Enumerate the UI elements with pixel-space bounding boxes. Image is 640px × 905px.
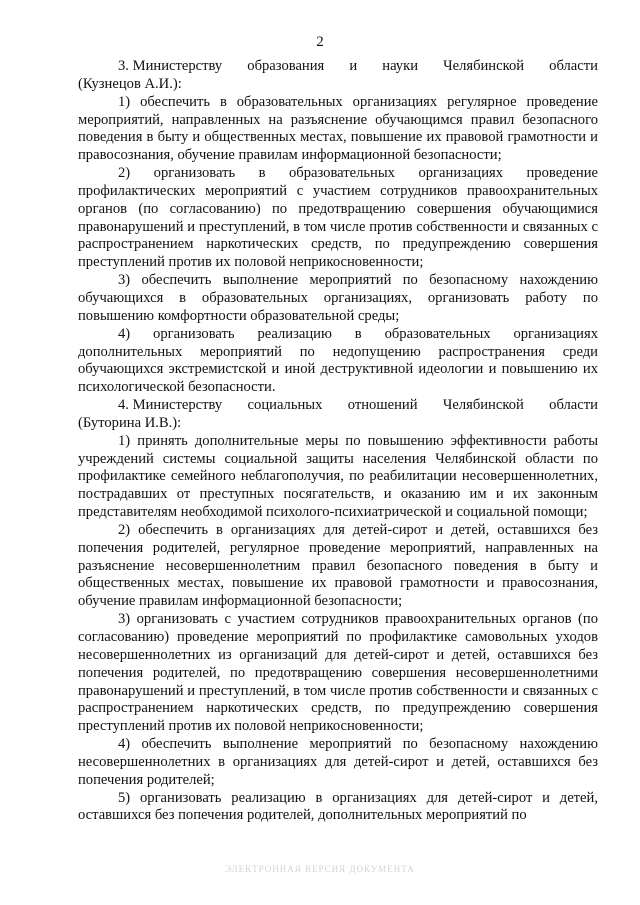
section-3-heading-word: науки: [382, 58, 419, 74]
document-body: [78, 58, 598, 825]
section-3-item-4: 4) организовать реализацию в образовательных организациях дополнительных мероприятий по недопущению распространения среди обучающихся экстремистской и иной деструктивной идеологии и повышению их психологической безопасности.: [78, 325, 598, 396]
section-4-heading-word: области: [549, 397, 598, 414]
section-3-heading-word: Челябинской: [443, 58, 525, 74]
section-4-item-1: 1) принять дополнительные меры по повышению эффективности работы учреждений системы социальной защиты населения Челябинской области по профилактике семейного неблагополучия, по реабилитации несовершеннолетних, пострадавших от преступных посягательств, и оказанию им и их законным представителям необходимой психолого-психиатрической и социальной помощи;: [78, 432, 598, 521]
section-4-item-4: 4) обеспечить выполнение мероприятий по безопасному нахождению несовершеннолетних в организациях для детей-сирот и детей, оставшихся без попечения родителей;: [78, 736, 598, 788]
section-3-heading: [78, 58, 598, 76]
section-3-responsible: (Кузнецов А.И.):: [78, 75, 182, 92]
page-number: 2: [316, 34, 324, 50]
section-3-item-2: 2) организовать в образовательных организациях проведение профилактических мероприятий с участием сотрудников правоохранительных органов (по согласованию) по предотвращению совершения обучающимися правонарушений и преступлений, в том числе против собственности и связанных с распространением наркотических средств, по предупреждению совершения преступлений против их половой неприкосновенности;: [78, 165, 598, 271]
section-3-item-3: 3) обеспечить выполнение мероприятий по безопасному нахождению обучающихся в образовательных организациях, организовать работу по повышению комфортности образовательной среды;: [78, 272, 598, 324]
section-4-heading: [78, 397, 598, 415]
section-3-heading-word: образования: [247, 58, 325, 74]
section-4-item-5: 5) организовать реализацию в организациях для детей-сирот и детей, оставшихся без попечения родителей, дополнительных мероприятий по: [78, 789, 598, 824]
section-4-item-2: 2) обеспечить в организациях для детей-сирот и детей, оставшихся без попечения родителей, регулярное проведение мероприятий, направленных на разъяснение несовершеннолетним правил безопасного поведения в быту и общественных местах, повышение их правовой грамотности и правосознания, обучение правилам информационной безопасности;: [78, 521, 598, 610]
section-3-item-1: 1) обеспечить в образовательных организациях регулярное проведение мероприятий, направленных на разъяснение обучающимся правил безопасного поведения в быту и общественных местах, повышение их правовой грамотности и правосознания, обучение правилам информационной безопасности;: [78, 93, 598, 164]
section-4-responsible: (Буторина И.В.):: [78, 414, 182, 431]
electronic-version-stamp: ЭЛЕКТРОННАЯ ВЕРСИЯ ДОКУМЕНТА: [225, 864, 415, 874]
section-4-heading-word: социальных: [247, 397, 323, 414]
section-3-heading-word: и: [349, 58, 358, 74]
section-4-heading-word: 4. Министерству: [118, 397, 223, 414]
section-4-item-3: 3) организовать с участием сотрудников правоохранительных органов (по согласованию) проведение мероприятий по профилактике самовольных уходов несовершеннолетних из организаций для детей-сирот и детей, оставшихся без попечения родителей, по предотвращению совершения несовершеннолетними правонарушений и преступлений, в том числе против собственности и связанных с распространением наркотических средств, по предупреждению совершения преступлений против их половой неприкосновенности;: [78, 611, 598, 735]
section-3-heading-word: 3. Министерству: [118, 58, 223, 74]
section-3-heading-word: области: [549, 58, 598, 74]
section-4-heading-word: отношений: [347, 397, 418, 414]
section-4-heading-word: Челябинской: [442, 397, 524, 414]
